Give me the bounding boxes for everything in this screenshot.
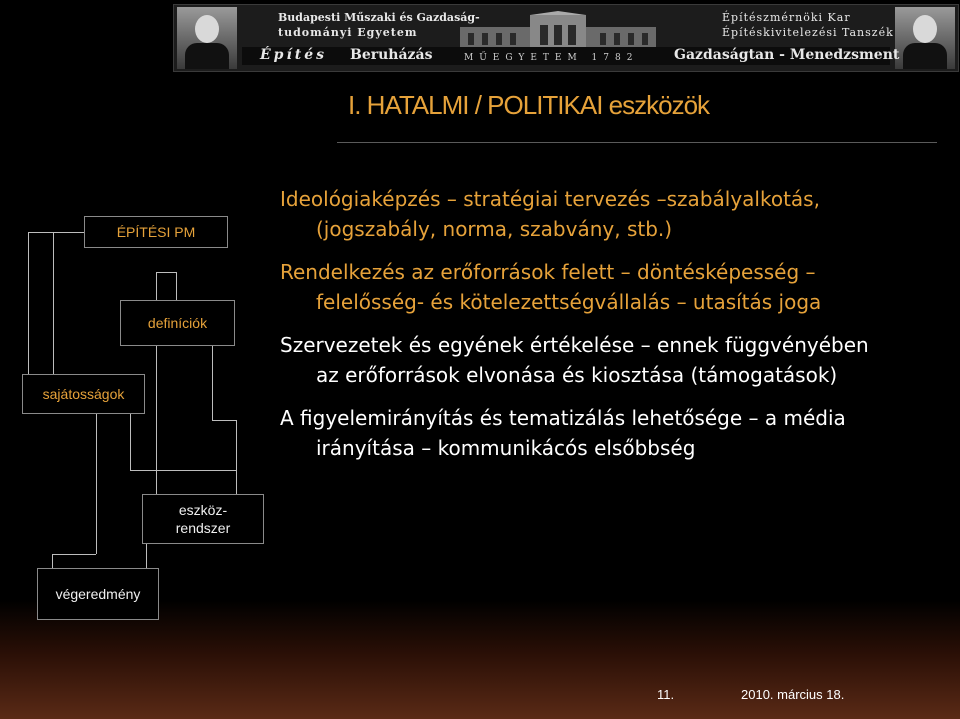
content-item-szervezetek bbox=[280, 330, 940, 390]
content-item-ideologia-line2: (jogszabály, norma, szabvány, stb.) bbox=[316, 217, 673, 241]
university-building-icon bbox=[460, 11, 656, 51]
tree-line-left-long bbox=[96, 412, 97, 554]
tree-line-def-down bbox=[156, 344, 157, 494]
university-name-line2: tudományi Egyetem bbox=[278, 26, 418, 39]
tree-line-def-top bbox=[156, 272, 176, 273]
content-item-figyelem-line1: A figyelemirányítás és tematizálás lehetősége – a média bbox=[280, 406, 846, 430]
tree-line-sajat-right bbox=[130, 470, 236, 471]
banner-muegyetem: MŰEGYETEM 1782 bbox=[464, 53, 639, 63]
sajatossagok-box: sajátosságok bbox=[22, 374, 145, 414]
portrait-right bbox=[895, 7, 955, 69]
slide-date: 2010. március 18. bbox=[741, 687, 845, 702]
tree-line-def-down2 bbox=[212, 344, 213, 420]
vegeredmeny-box: végeredmény bbox=[37, 568, 159, 620]
university-name-line1: Budapesti Műszaki és Gazdaság- bbox=[278, 11, 480, 24]
tree-line-sajat-down bbox=[130, 412, 131, 470]
content-item-ideologia-line1: Ideológiaképzés – stratégiai tervezés –szabályalkotás, bbox=[280, 187, 820, 211]
title-divider bbox=[337, 142, 937, 143]
portrait-left bbox=[177, 7, 237, 69]
tree-line-root-horizontal bbox=[28, 232, 84, 233]
slide-content bbox=[280, 184, 940, 476]
content-item-ideologia bbox=[280, 184, 940, 244]
slide-number: 11. bbox=[657, 687, 675, 702]
tree-line-root-vertical bbox=[28, 232, 29, 378]
tree-line-left-long-h bbox=[52, 554, 96, 555]
definiciok-box: definíciók bbox=[120, 300, 235, 346]
tree-line-def-right-vertical bbox=[176, 272, 177, 300]
tree-line-def-vertical bbox=[156, 272, 157, 300]
content-item-rendelkezes bbox=[280, 257, 940, 317]
content-item-figyelem-line2: irányítása – kommunikácós elsőbbség bbox=[316, 436, 696, 460]
tree-line-level2-vertical bbox=[53, 232, 54, 374]
content-item-figyelem bbox=[280, 403, 940, 463]
slide-title: I. HATALMI / POLITIKAI eszközök bbox=[348, 90, 710, 120]
content-item-szervezetek-line1: Szervezetek és egyének értékelése – ennek függvényében bbox=[280, 333, 869, 357]
banner-gazdasagtan: Gazdaságtan - Menedzsment bbox=[674, 47, 900, 63]
content-item-szervezetek-line2: az erőforrások elvonása és kiosztása (támogatások) bbox=[316, 363, 838, 387]
tree-line-def-down2-h bbox=[212, 420, 236, 421]
tree-line-veg-up bbox=[52, 554, 53, 568]
tree-line-eszkoz-down bbox=[146, 543, 147, 569]
tree-line-eszkoz-up bbox=[236, 420, 237, 496]
banner-beruhazas: Beruházás bbox=[350, 47, 433, 63]
faculty-name-line2: Építéskivitelezési Tanszék bbox=[722, 26, 894, 39]
content-item-rendelkezes-line1: Rendelkezés az erőforrások felett – döntésképesség – bbox=[280, 260, 816, 284]
faculty-name-line1: Építészmérnöki Kar bbox=[722, 11, 851, 24]
eszkozrendszer-box: eszköz- rendszer bbox=[142, 494, 264, 544]
header-banner bbox=[173, 4, 959, 72]
content-item-rendelkezes-line2: felelősség- és kötelezettségvállalás – utasítás joga bbox=[316, 290, 822, 314]
epitesi-pm-box: ÉPÍTÉSI PM bbox=[84, 216, 228, 248]
banner-epites: Építés bbox=[260, 47, 328, 63]
